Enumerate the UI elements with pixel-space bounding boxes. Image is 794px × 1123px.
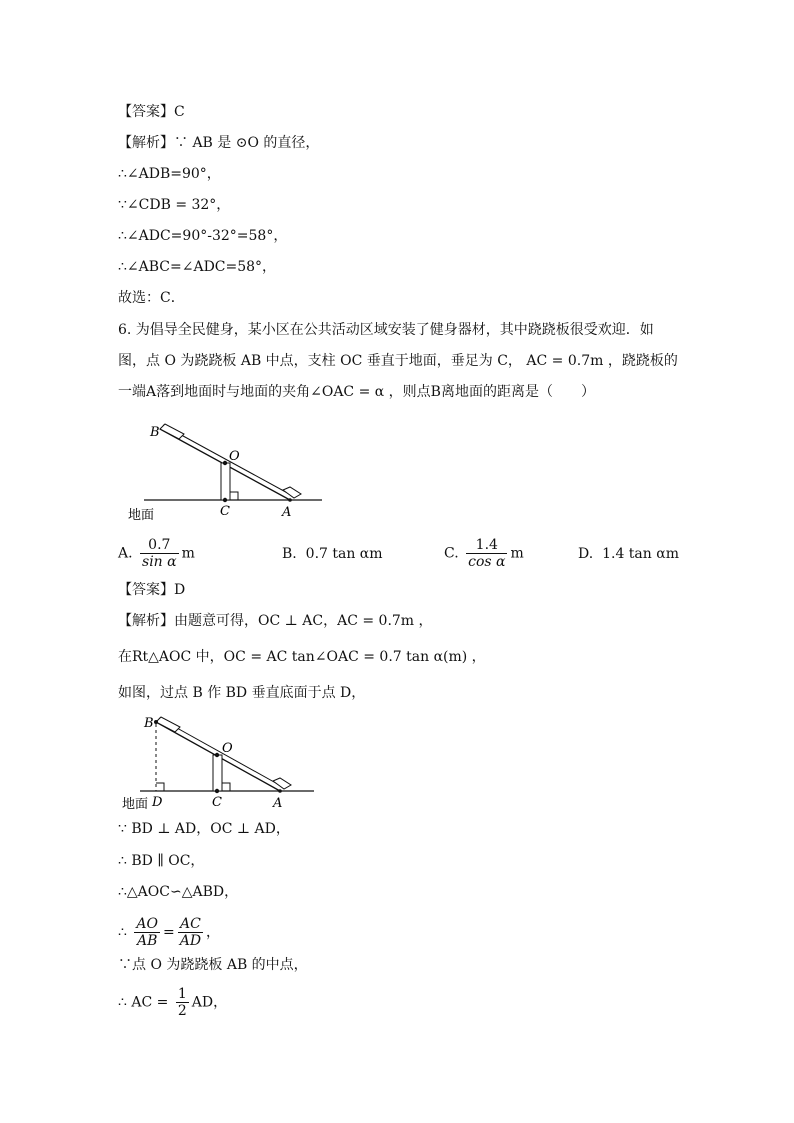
right-angle-mark-c (222, 783, 230, 791)
point-b (154, 720, 158, 724)
option-c[interactable]: C. $\frac{1.4}{\text{cos α}}$ m (444, 537, 524, 570)
solution-6-line-3: 如图，过点 B 作 BD 垂直底面于点 D， (118, 685, 366, 701)
seesaw-figure-1 (118, 415, 338, 525)
point-a (288, 498, 292, 502)
answer-5 (118, 102, 185, 122)
solution-5-line-4: ∴∠ADC=90°-32°=58°， (118, 228, 288, 244)
solution-6-line-7: ∴ $\frac{AO}{AB}$ = $\frac{AC}{AD}$ ， (118, 916, 221, 949)
point-c (223, 498, 227, 502)
label-o: O (229, 449, 240, 464)
option-d[interactable]: D. 1.4 tan αm (578, 546, 679, 562)
right-angle-mark (230, 492, 238, 500)
label-b: B (150, 425, 160, 440)
solution-5-line-5: ∴∠ABC=∠ADC=58°， (118, 259, 277, 275)
answer-value: D (174, 582, 186, 598)
solution-6-line-4: ∵ BD ⊥ AD，OC ⊥ AD， (118, 821, 290, 837)
solution-5-line-1: 【解析】∵ AB 是 ⊙O 的直径， (118, 135, 320, 151)
seesaw-handle-a (273, 778, 291, 789)
support-post (213, 755, 222, 791)
question-6-line-1: 6. 为倡导全民健身，某小区在公共活动区域安装了健身器材，其中跷跷板很受欢迎．如 (118, 322, 654, 338)
solution-6-line-9: ∴ AC = $\frac{1}{2}$ AD， (118, 986, 228, 1019)
solution-6-line-5: ∴ BD ∥ OC， (118, 853, 205, 869)
solution-label: 【解析】 (118, 135, 174, 151)
right-angle-mark-d (156, 783, 164, 791)
option-b[interactable]: B. 0.7 tan αm (282, 546, 383, 562)
point-o (223, 461, 227, 465)
seesaw-figure-2 (118, 710, 328, 816)
point-c (215, 789, 219, 793)
label-d: D (152, 795, 163, 810)
label-ground: 地面 (128, 508, 155, 523)
solution-6-line-1: 【解析】由题意可得，OC ⊥ AC，AC = 0.7m ， (118, 613, 433, 629)
answer-value: C (174, 104, 185, 120)
solution-6-line-2: 在Rt△AOC 中，OC = AC tan∠OAC = 0.7 tan α(m) ， (118, 649, 486, 665)
label-a: A (282, 505, 292, 520)
solution-5-line-2: ∴∠ADB=90°， (118, 166, 221, 182)
support-post (221, 463, 230, 500)
solution-6-line-8: ∵点 O 为跷跷板 AB 的中点， (118, 957, 308, 973)
solution-5-line-3: ∵∠CDB = 32°， (118, 197, 231, 213)
label-c: C (220, 504, 230, 519)
label-ground: 地面 (122, 797, 149, 812)
answer-6 (118, 580, 185, 600)
seesaw-handle-a (283, 487, 301, 498)
label-c: C (212, 795, 222, 810)
label-b: B (144, 716, 154, 731)
solution-6-line-6: ∴△AOC∽△ABD， (118, 884, 239, 900)
point-o (215, 753, 219, 757)
label-a: A (273, 796, 283, 811)
option-a[interactable]: A. $\frac{0.7}{\text{sin α}}$ m (118, 537, 195, 570)
question-6-line-2: 图，点 O 为跷跷板 AB 中点，支柱 OC 垂直于地面，垂足为 C， AC = 0.7m ，跷跷板的 (118, 353, 678, 369)
answer-label: 【答案】 (118, 104, 174, 120)
answer-label: 【答案】 (118, 582, 174, 598)
question-6-line-3: 一端A落到地面时与地面的夹角∠OAC = α ，则点B离地面的距离是（ ） (118, 384, 595, 400)
point-a (278, 789, 282, 793)
solution-5-line-6: 故选：C． (118, 290, 185, 306)
solution-label: 【解析】 (118, 613, 174, 629)
label-o: O (222, 741, 233, 756)
